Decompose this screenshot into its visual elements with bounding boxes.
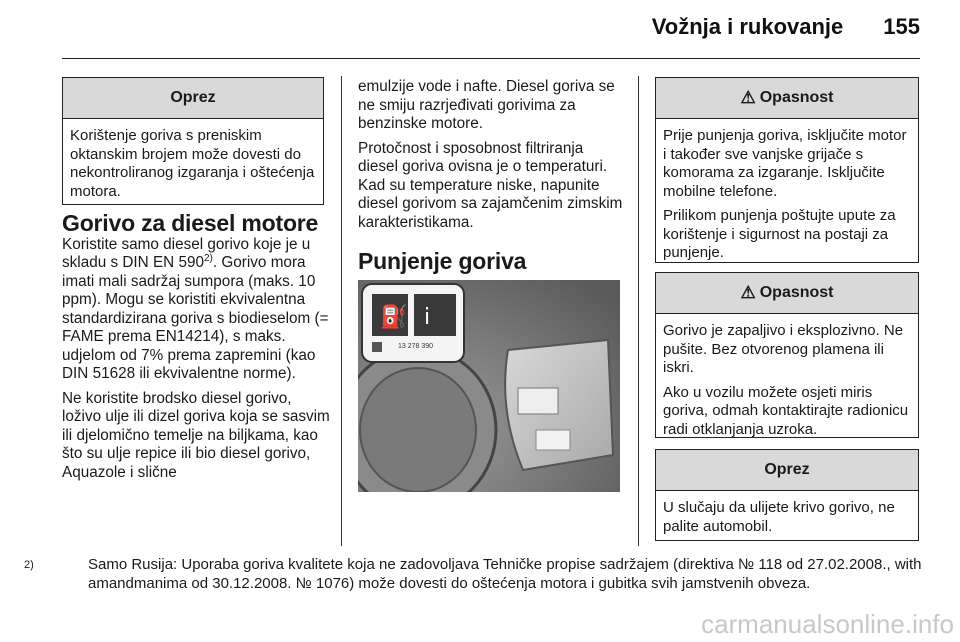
caution-box-right-header	[656, 450, 918, 491]
danger-title-1: Opasnost	[759, 89, 834, 106]
middle-paragraph-1: emulzije vode i nafte. Diesel goriva se ne smiju razrjeđivati gorivima za benzinske motore.	[358, 78, 615, 132]
caution-right-text: U slučaju da ulijete krivo gorivo, ne palite automobil.	[663, 499, 895, 535]
svg-text:⛽: ⛽	[380, 305, 408, 330]
section-heading-diesel: Gorivo za diesel motore	[62, 210, 319, 236]
danger-box-2-header	[656, 273, 918, 314]
caution-title-right: Oprez	[764, 461, 810, 478]
footnote-text: Samo Rusija: Uporaba goriva kvalitete koja ne zadovoljava Tehničke propise sadržajem (direktiva № 118 od 27.02.2008., with amandmanima od 30.12.2008. № 1076) može dovesti do oštećenja motora i gubitka svih jamstvenih obveza.	[88, 556, 922, 592]
warning-triangle-icon: ⚠	[740, 283, 756, 302]
middle-paragraph-2: Protočnost i sposobnost filtriranja diesel goriva ovisna je o temperaturi. Kad su temperature niske, napunite diesel gorivom sa zajamčenim zimskim karakteristikama.	[358, 139, 623, 231]
page-header	[652, 14, 920, 40]
figure-label: 13 278 390	[398, 343, 434, 350]
column-divider-right	[638, 76, 639, 546]
watermark: carmanualsonline.info	[701, 609, 954, 639]
section-heading-refuel: Punjenje goriva	[358, 248, 527, 274]
fuel-flap-figure	[358, 280, 620, 492]
page-number: 155	[883, 14, 920, 39]
section-title: Vožnja i rukovanje	[651, 14, 844, 39]
danger-1-paragraph-2: Prilikom punjenja poštujte upute za korištenje i sigurnost na postaji za punjenje.	[663, 207, 896, 261]
diesel-paragraph-2: Ne koristite brodsko diesel gorivo, loživo ulje ili dizel goriva koja se sasvim ili djelomično temelje na biljkama, kao što su ulje repice ili bio diesel gorivo, Aquazole i slične	[62, 389, 330, 481]
footnote-mark: 2)	[24, 559, 34, 571]
warning-triangle-icon: ⚠	[740, 88, 756, 107]
danger-box-1	[655, 77, 919, 263]
middle-column-text	[358, 78, 626, 274]
caution-text: Korištenje goriva s preniskim oktanskim brojem može dovesti do nekontroliranog izgaranja i oštećenja motora.	[70, 127, 315, 200]
danger-box-2-body	[656, 314, 918, 451]
danger-box-2	[655, 272, 919, 438]
footnote	[24, 556, 924, 593]
fuel-flap-illustration	[358, 280, 620, 492]
danger-box-1-body	[656, 119, 918, 275]
caution-box-right	[655, 449, 919, 541]
header-rule	[62, 58, 920, 59]
caution-box-right-body	[656, 491, 918, 548]
danger-2-paragraph-2: Ako u vozilu možete osjeti miris goriva, odmah kontaktirajte radionicu radi otklanjanja uzroka.	[663, 383, 909, 438]
danger-title-2: Opasnost	[759, 284, 834, 301]
danger-box-1-header	[656, 78, 918, 119]
caution-box-body	[63, 119, 323, 213]
column-divider-left	[341, 76, 342, 546]
caution-box-left	[62, 77, 324, 205]
danger-2-paragraph-1: Gorivo je zapaljivo i eksplozivno. Ne pušite. Bez otvorenog plamena ili iskri.	[663, 322, 904, 376]
caution-box-header	[63, 78, 323, 119]
diesel-paragraph-1: Koristite samo diesel gorivo koje je u skladu s DIN EN 590$^{2)}$. Gorivo mora imati mali sadržaj sumpora (maks. 10 ppm). Mogu se koristiti ekvivalentna standardizirana goriva s biodieselom (= FAME prema EN14214), s maks. udjelom od 7% prema zapremini (kao DIN 51628 ili ekvivalentne norme).	[62, 235, 329, 382]
svg-text:i: i	[424, 305, 431, 330]
danger-1-paragraph-1: Prije punjenja goriva, isključite motor i također sve vanjske grijače s komorama za izgaranje. Isključite mobilne telefone.	[663, 127, 907, 200]
left-column-text	[62, 210, 330, 488]
caution-title: Oprez	[170, 89, 216, 106]
